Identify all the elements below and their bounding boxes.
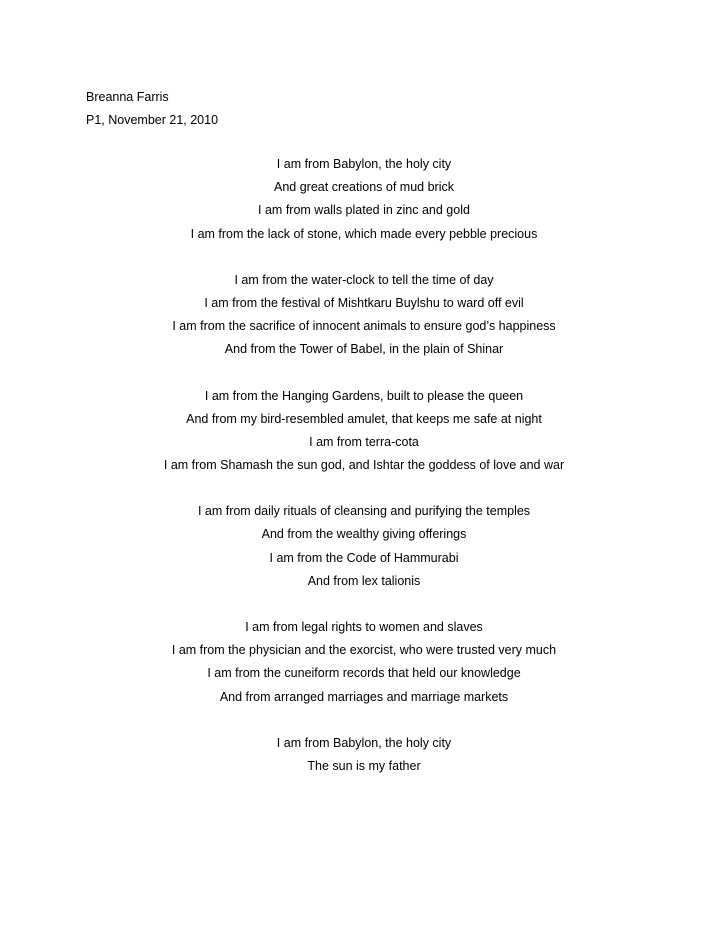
stanza <box>0 616 728 709</box>
poem-body <box>0 153 728 801</box>
poem-line: And from the Tower of Babel, in the plain of Shinar <box>224 342 504 357</box>
poem-line: I am from the water-clock to tell the time of day <box>234 272 494 287</box>
poem-line: I am from daily rituals of cleansing and purifying the temples <box>197 504 531 519</box>
poem-line: I am from walls plated in zinc and gold <box>258 203 470 218</box>
poem-line: The sun is my father <box>307 758 421 773</box>
poem-line: I am from the cuneiform records that held our knowledge <box>207 666 521 681</box>
stanza <box>0 500 728 593</box>
poem-line: I am from the lack of stone, which made every pebble precious <box>190 226 538 241</box>
period-date: P1, November 21, 2010 <box>86 113 219 127</box>
poem-line: And from arranged marriages and marriage markets <box>219 689 509 704</box>
poem-line: I am from Babylon, the holy city <box>276 735 452 750</box>
document-header <box>86 86 218 132</box>
poem-line: I am from the Code of Hammurabi <box>269 550 459 565</box>
poem-line: I am from the festival of Mishtkaru Buylshu to ward off evil <box>204 295 524 310</box>
poem-line: I am from Babylon, the holy city <box>276 157 452 171</box>
poem-line: And from lex talionis <box>307 573 421 588</box>
stanza <box>0 385 728 478</box>
poem-line: I am from terra-cota <box>309 434 419 449</box>
poem-line: I am from Shamash the sun god, and Ishtar the goddess of love and war <box>163 458 565 473</box>
poem-line: And great creations of mud brick <box>274 180 454 195</box>
poem-line: And from the wealthy giving offerings <box>261 527 467 542</box>
poem-line: I am from the physician and the exorcist, who were trusted very much <box>171 643 557 658</box>
poem-line: I am from the Hanging Gardens, built to please the queen <box>204 388 524 403</box>
poem-line: I am from legal rights to women and slaves <box>245 620 483 634</box>
stanza <box>0 269 728 362</box>
stanza <box>0 153 728 246</box>
author-name: Breanna Farris <box>86 90 169 104</box>
poem-line: I am from the sacrifice of innocent animals to ensure god’s happiness <box>172 319 556 334</box>
stanza <box>0 732 728 778</box>
poem-line: And from my bird-resembled amulet, that keeps me safe at night <box>186 411 542 426</box>
